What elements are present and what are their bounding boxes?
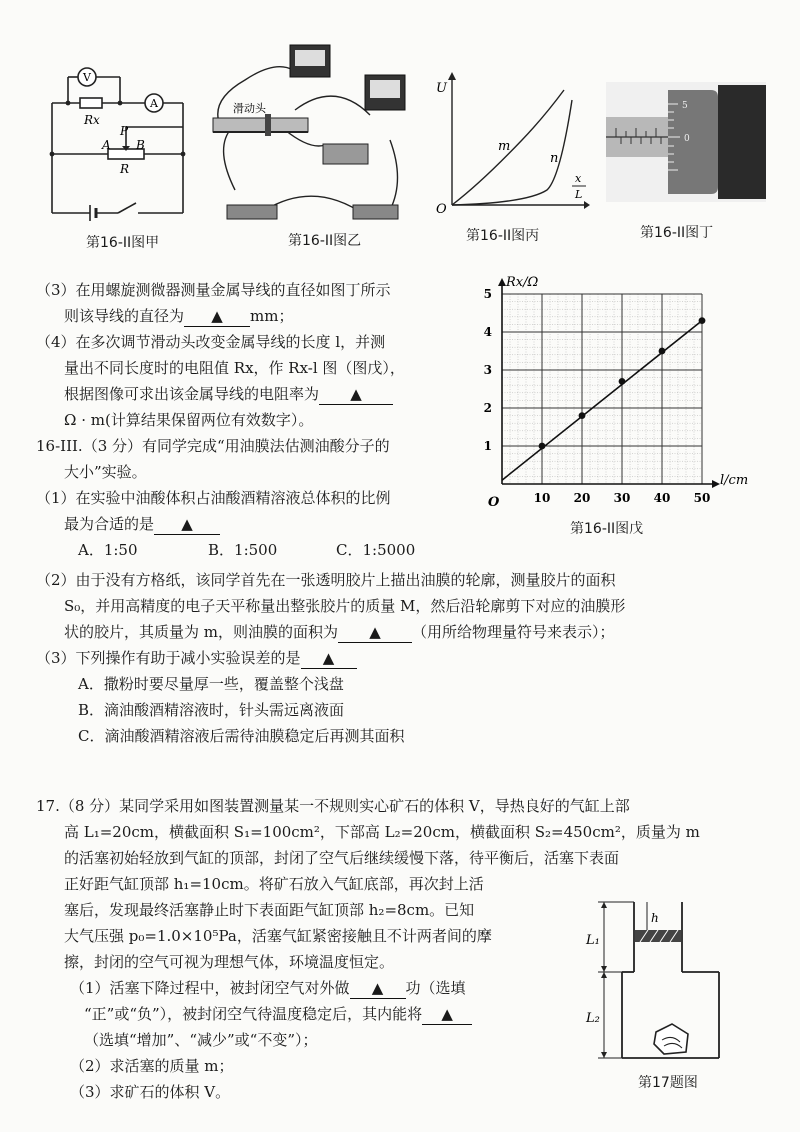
- q16-2-item4-line1: （4）在多次调节滑动头改变金属导线的长度 l，并测: [36, 333, 386, 351]
- rx-label: Rx: [84, 113, 100, 127]
- q16-3-item1-option-c: C．1:5000: [336, 541, 416, 559]
- a-label: A: [102, 138, 111, 152]
- q16-3-head-line1: 16-III.（3 分）有同学完成“用油膜法估测油酸分子的: [36, 437, 390, 455]
- circuit-figure-jia: [40, 55, 200, 230]
- origin-bing: O: [436, 202, 447, 215]
- caption-jia: 第16-II图甲: [86, 235, 160, 251]
- q17-line2: 高 L₁=20cm，横截面积 S₁=100cm²，下部高 L₂=20cm，横截面积 S₂=450cm²，质量为 m: [64, 823, 700, 841]
- voltmeter-label: V: [83, 71, 91, 84]
- q17-line6: 大气压强 p₀=1.0×10⁵Pa，活塞气缸紧密接触且不计两者间的摩: [64, 927, 492, 945]
- q16-3-item3-option-c: C．滴油酸酒精溶液后需待油膜稳定后再测其面积: [78, 727, 405, 745]
- caption-ding: 第16-II图丁: [640, 225, 714, 241]
- q16-3-item3-option-a: A．撒粉时要尽量厚一些，覆盖整个浅盘: [78, 675, 344, 693]
- x-axis-arrow: [712, 480, 720, 488]
- y-axis-arrow: [498, 278, 506, 286]
- p-label: P: [120, 124, 129, 138]
- answer-blank-resistivity[interactable]: ▲: [319, 384, 393, 405]
- data-point: [619, 378, 626, 385]
- answer-blank-error[interactable]: ▲: [301, 648, 357, 669]
- y-tick-label: 2: [483, 401, 492, 415]
- data-point: [699, 317, 706, 324]
- q17-line1: 17.（8 分）某同学采用如图装置测量某一不规则实心矿石的体积 V，导热良好的气缸上部: [36, 797, 630, 815]
- q17-sub1-mid: 功（选填: [405, 979, 466, 997]
- answer-blank-area[interactable]: ▲: [338, 622, 412, 643]
- answer-blank-diameter[interactable]: ▲: [184, 306, 250, 327]
- q16-3-item1-option-a: A．1:50: [78, 541, 138, 559]
- caption-bing: 第16-II图丙: [466, 228, 540, 244]
- caption-q17: 第17题图: [638, 1075, 698, 1091]
- q17-line5: 塞后，发现最终活塞静止时下表面距气缸顶部 h₂=8cm。已知: [64, 901, 475, 919]
- y-tick-label: 4: [483, 325, 492, 339]
- curve-n-label: n: [550, 151, 559, 166]
- data-point: [659, 348, 666, 355]
- answer-blank-ratio[interactable]: ▲: [154, 514, 220, 535]
- answer-blank-internal-energy[interactable]: ▲: [422, 1004, 472, 1025]
- y-tick-label: 1: [483, 439, 492, 453]
- q17-line7: 擦，封闭的空气可视为理想气体，环境温度恒定。: [64, 953, 395, 971]
- data-point: [579, 412, 586, 419]
- q16-3-item1-option-b: B．1:500: [208, 541, 278, 559]
- x-tick-label: 30: [613, 491, 631, 505]
- q16-3-item3-line: （3）下列操作有助于减小实验误差的是: [36, 649, 301, 667]
- q16-3-item1-line1: （1）在实验中油酸体积占油酸酒精溶液总体积的比例: [36, 489, 391, 507]
- chart-y-axis-label: Rx/Ω: [506, 275, 539, 290]
- q16-2-item3-line2: 则该导线的直径为: [64, 307, 185, 325]
- q16-2-item3-unit: mm；: [250, 307, 294, 325]
- q16-3-item3-option-b: B．滴油酸酒精溶液时，针头需远离液面: [78, 701, 345, 719]
- b-label: B: [136, 138, 145, 152]
- q16-2-item4-line4: Ω · m(计算结果保留两位有效数字）。: [64, 411, 314, 429]
- x-tick-label: 20: [573, 491, 591, 505]
- rx-l-chart: [470, 272, 770, 520]
- micrometer-scale-0: 0: [684, 134, 690, 144]
- curve-m-label: m: [498, 139, 511, 154]
- q16-3-item2-line3: 状的胶片，其质量为 m，则油膜的面积为: [64, 623, 338, 641]
- slider-label: 滑动头: [233, 102, 266, 115]
- micrometer-figure-ding: [606, 82, 766, 202]
- chart-x-axis-label: l/cm: [720, 473, 749, 488]
- q16-3-item2-line2: S₀，并用高精度的电子天平称量出整张胶片的质量 M，然后沿轮廓剪下对应的油膜形: [64, 597, 626, 615]
- q16-3-item2-line3-post: （用所给物理量符号来表示）；: [412, 623, 615, 641]
- q16-2-item4-line3: 根据图像可求出该金属导线的电阻率为: [64, 385, 320, 403]
- q17-line3: 的活塞初始轻放到气缸的顶部，封闭了空气后继续缓慢下落，待平衡后，活塞下表面: [64, 849, 620, 867]
- q17-sub1-pre: （1）活塞下降过程中，被封闭空气对外做: [70, 979, 350, 997]
- x-tick-label: 10: [533, 491, 551, 505]
- y-tick-label: 5: [483, 287, 492, 301]
- q17-sub1-line3: （选填“增加”、“减少”或“不变”）；: [84, 1031, 318, 1049]
- ammeter-label: A: [150, 97, 158, 110]
- q17-line4: 正好距气缸顶部 h₁=10cm。将矿石放入气缸底部，再次封上活: [64, 875, 484, 893]
- caption-yi: 第16-II图乙: [288, 233, 362, 249]
- x-tick-label: 50: [693, 491, 711, 505]
- q17-sub3: （3）求矿石的体积 V。: [70, 1083, 231, 1101]
- micrometer-scale-5: 5: [682, 101, 688, 111]
- cylinder-figure: [582, 898, 732, 1066]
- q17-sub1-line2: “正”或“负”），被封闭空气待温度稳定后，其内能将: [84, 1005, 423, 1023]
- data-point: [539, 443, 546, 450]
- answer-blank-work-sign[interactable]: ▲: [350, 978, 406, 999]
- x-num-label: x: [575, 172, 582, 185]
- q16-3-item1-line2: 最为合适的是: [64, 515, 155, 533]
- r-label: R: [120, 162, 130, 176]
- label-l2: L₂: [586, 1011, 600, 1026]
- y-tick-label: 3: [483, 363, 492, 377]
- chart-origin: O: [488, 495, 500, 510]
- label-h: h: [651, 911, 659, 925]
- q16-3-item2-line1: （2）由于没有方格纸，该同学首先在一张透明胶片上描出油膜的轮廓，测量胶片的面积: [36, 571, 616, 589]
- apparatus-figure-yi: [205, 40, 420, 230]
- x-tick-label: 40: [653, 491, 671, 505]
- label-l1: L₁: [586, 933, 600, 948]
- graph-figure-bing: [432, 70, 592, 215]
- caption-wu: 第16-II图戊: [570, 521, 644, 537]
- x-den-label: L: [575, 188, 583, 201]
- q16-2-item4-line2: 量出不同长度时的电阻值 Rx，作 Rx-l 图（图戊），: [64, 359, 405, 377]
- u-label: U: [436, 81, 447, 96]
- q16-2-item3-line1: （3）在用螺旋测微器测量金属导线的直径如图丁所示: [36, 281, 391, 299]
- q16-3-head-line2: 大小”实验。: [64, 463, 147, 481]
- q17-sub2: （2）求活塞的质量 m；: [70, 1057, 234, 1075]
